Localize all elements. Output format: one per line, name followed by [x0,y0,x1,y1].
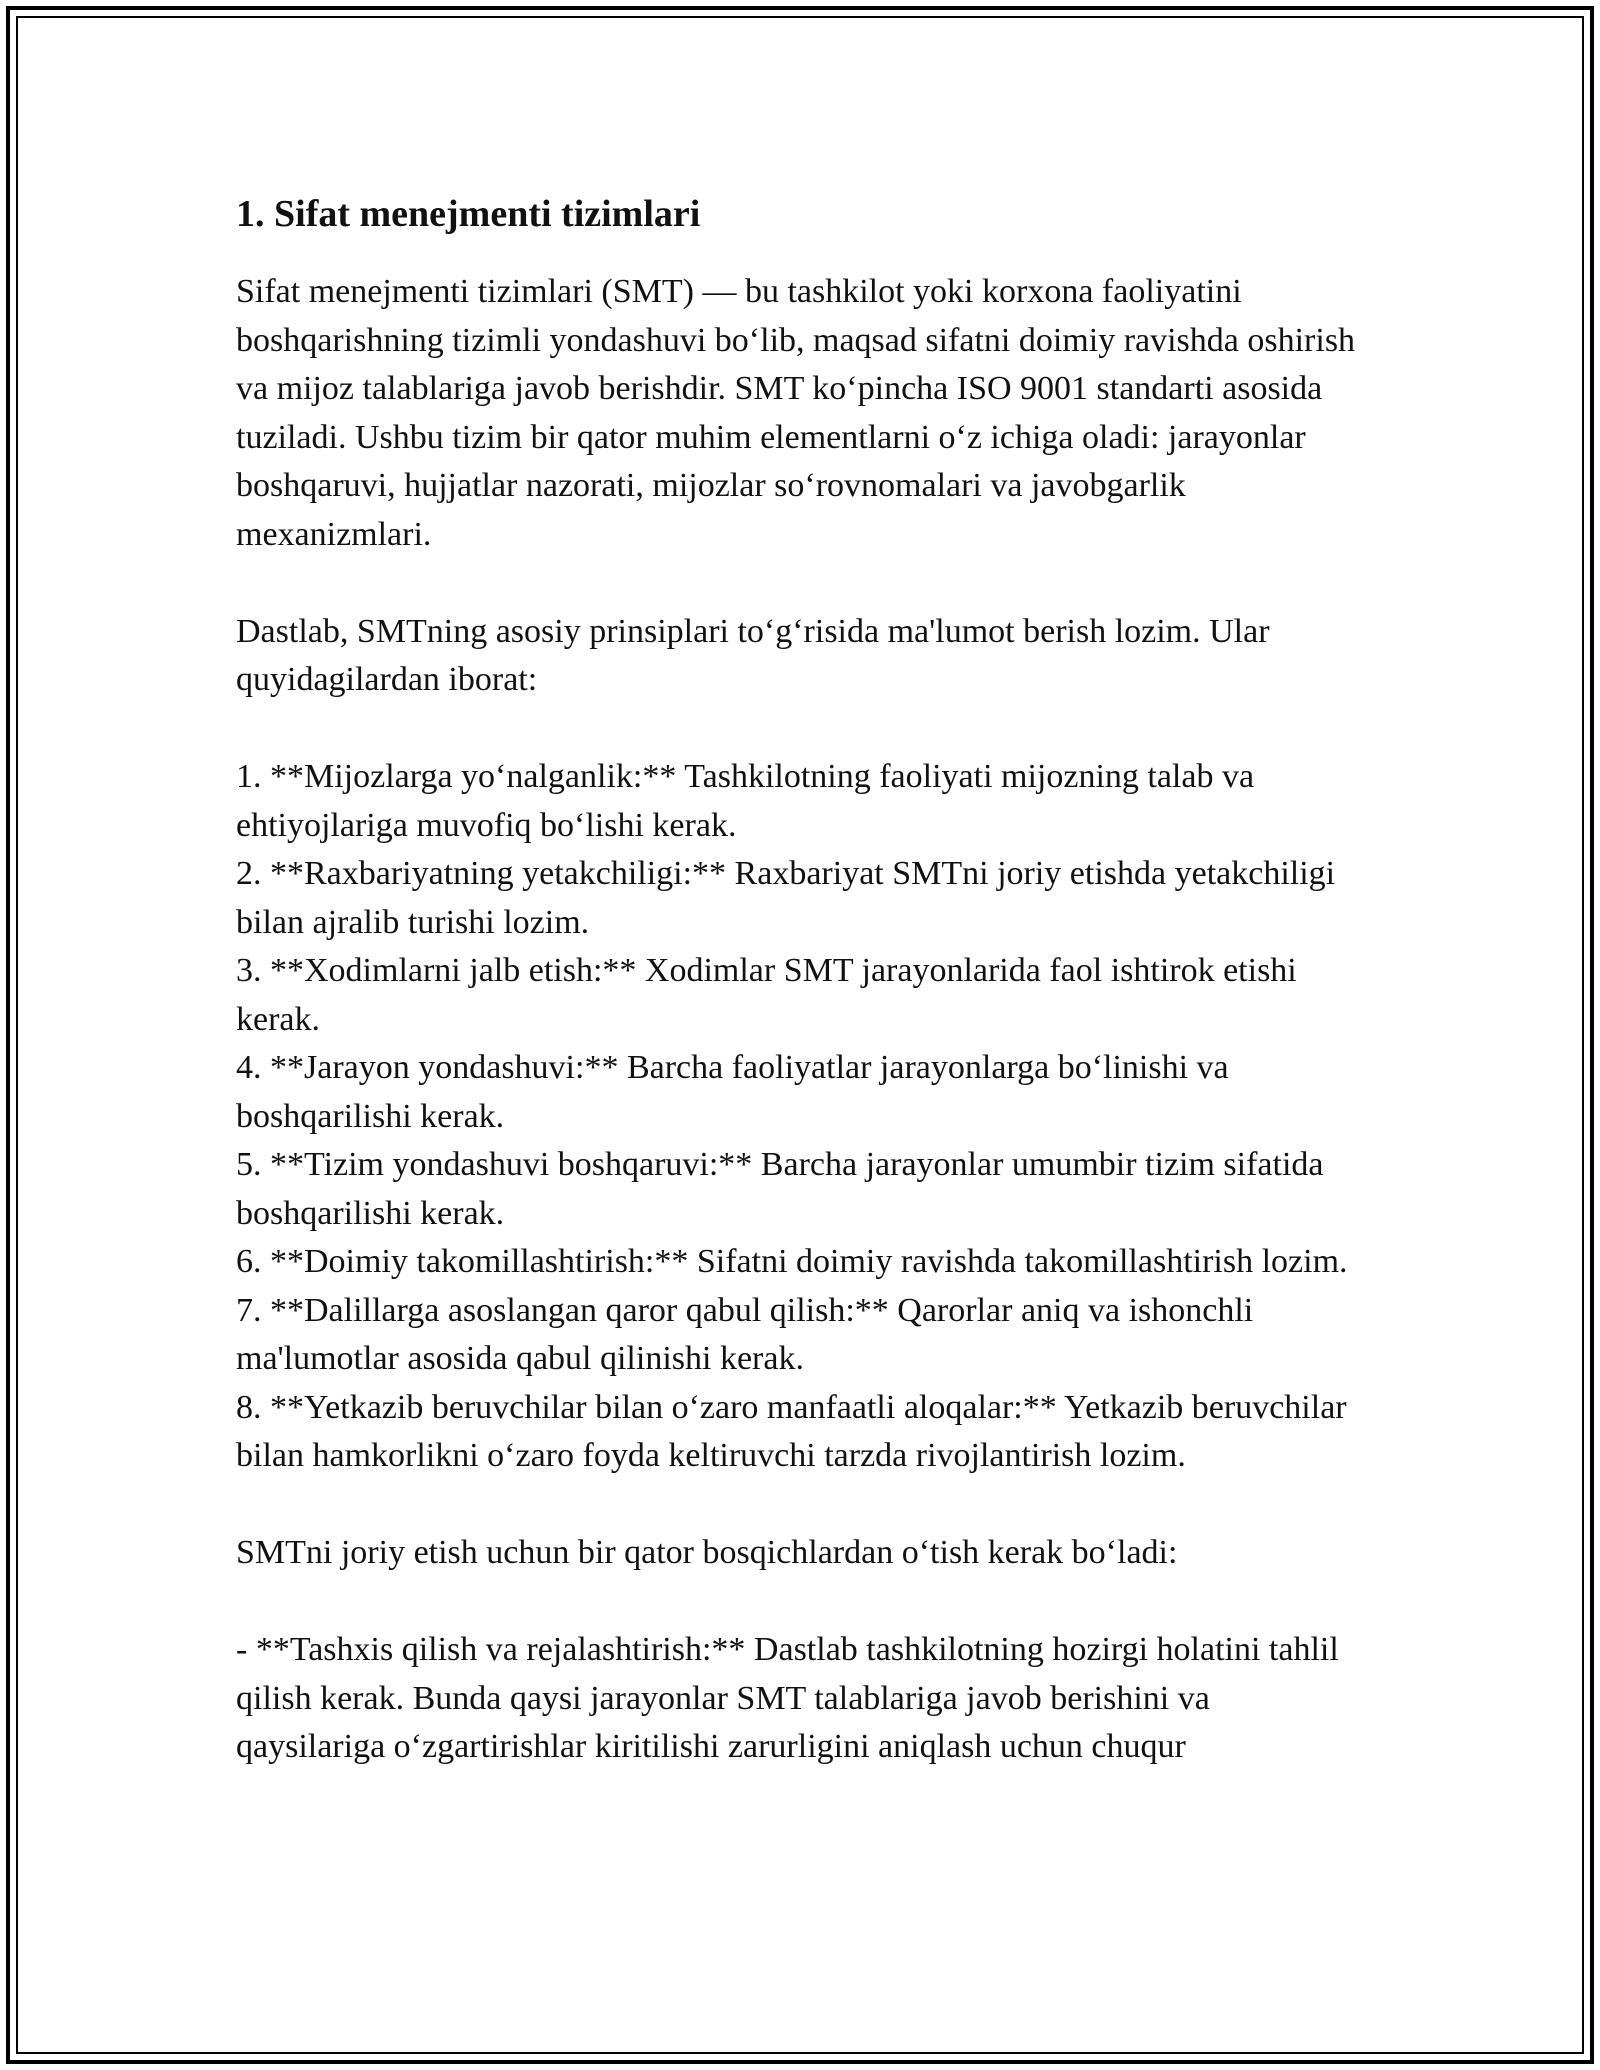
paragraph-gap [236,705,1366,754]
principles-intro: Dastlab, SMTning asosiy prinsiplari to‘g‘risida ma'lumot berish lozim. Ular quyidagilardan iborat: [236,612,1270,698]
stage-item: - **Tashxis qilish va rejalashtirish:** Dastlab tashkilotning hozirgi holatini tahlil qilish kerak. Bunda qaysi jarayonlar SMT talablariga javob berishini va qaysilariga o‘zgartirishlar kiritilishi zarurligini aniqlash uchun chuqur [236,1631,1339,1765]
section-heading: 1. Sifat menejmenti tizimlari [236,193,701,235]
paragraph-gap [236,1578,1366,1627]
intro-paragraph: Sifat menejmenti tizimlari (SMT) — bu tashkilot yoki korxona faoliyatini boshqarishning tizimli yondashuvi bo‘lib, maqsad sifatni doimiy ravishda oshirish va mijoz talablariga javob berishdir. SMT ko‘pincha ISO 9001 standarti asosida tuziladi. Ushbu tizim bir qator muhim elementlarni o‘z ichiga oladi: jarayonlar boshqaruvi, hujjatlar nazorati, mijozlar so‘rovnomalari va javobgarlik mexanizmlari. [236,273,1356,553]
list-item: 1. **Mijozlarga yo‘nalganlik:** Tashkilotning faoliyati mijozning talab va ehtiyojlariga muvofiq bo‘lishi kerak. [236,758,1255,844]
list-item: 3. **Xodimlarni jalb etish:** Xodimlar SMT jarayonlarida faol ishtirok etishi kerak. [236,952,1297,1038]
stages-intro: SMTni joriy etish uchun bir qator bosqichlardan o‘tish kerak bo‘ladi: [236,1534,1178,1571]
paragraph-gap [236,559,1366,608]
list-item: 7. **Dalillarga asoslangan qaror qabul qilish:** Qarorlar aniq va ishonchli ma'lumotlar asosida qabul qilinishi kerak. [236,1291,1254,1377]
list-item: 6. **Doimiy takomillashtirish:** Sifatni doimiy ravishda takomillashtirish lozim. [236,1243,1348,1280]
list-item: 5. **Tizim yondashuvi boshqaruvi:** Barcha jarayonlar umumbir tizim sifatida boshqarilishi kerak. [236,1146,1324,1232]
paragraph-gap [236,1481,1366,1530]
list-item: 4. **Jarayon yondashuvi:** Barcha faoliyatlar jarayonlarga bo‘linishi va boshqarilishi kerak. [236,1049,1229,1135]
principles-list [236,753,1366,1481]
document-body [236,190,1366,1772]
list-item: 2. **Raxbariyatning yetakchiligi:** Raxbariyat SMTni joriy etishda yetakchiligi bilan ajralib turishi lozim. [236,855,1336,941]
list-item: 8. **Yetkazib beruvchilar bilan o‘zaro manfaatli aloqalar:** Yetkazib beruvchilar bilan hamkorlikni o‘zaro foyda keltiruvchi tarzda rivojlantirish lozim. [236,1388,1347,1474]
